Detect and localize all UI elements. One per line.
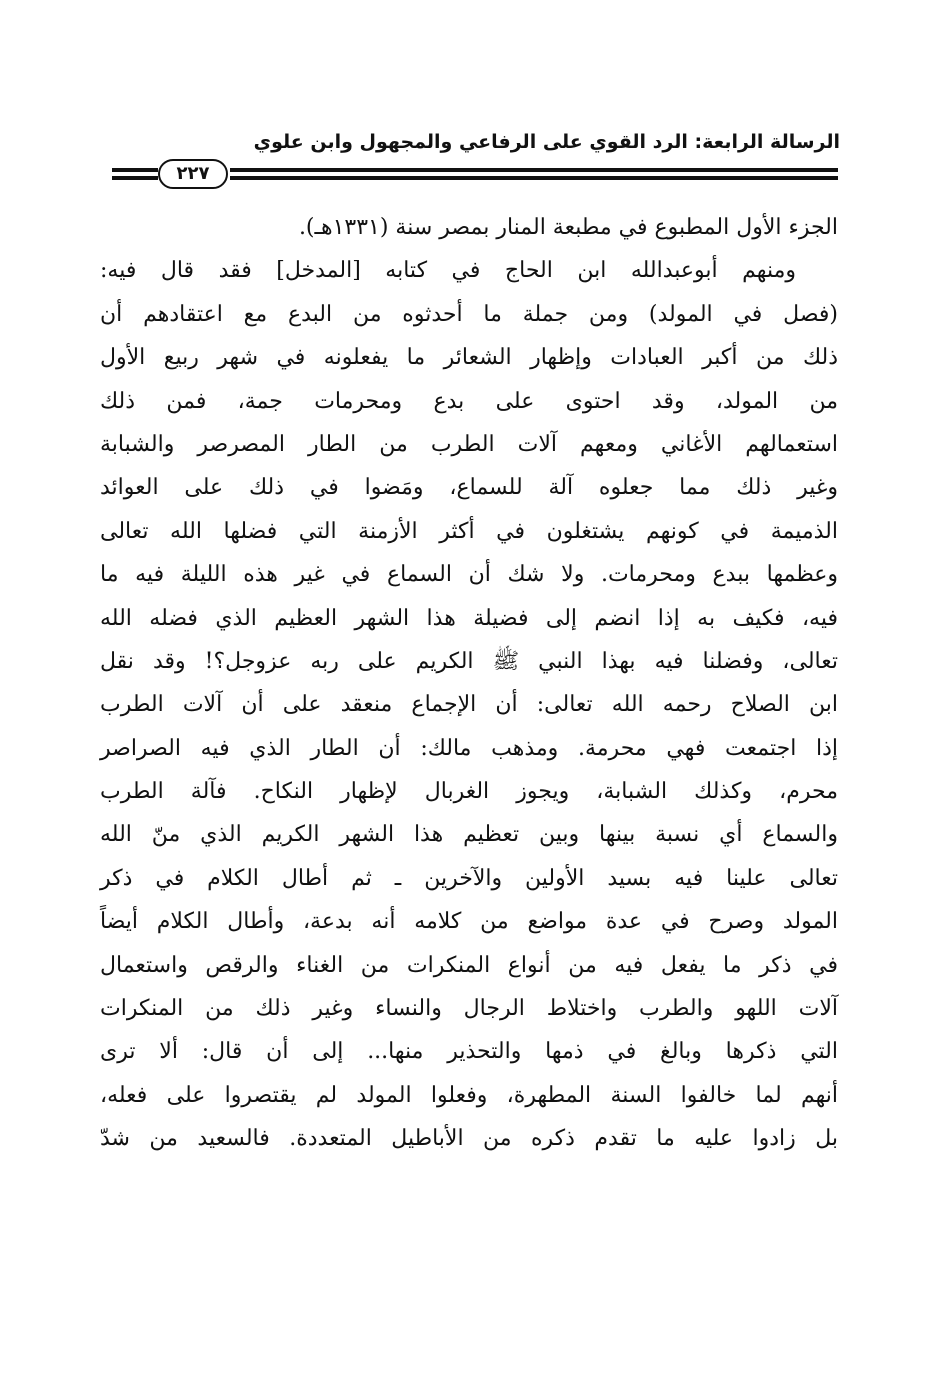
text-line: استعمالهم الأغاني ومعهم آلات الطرب من الطار المصرصر والشبابة xyxy=(100,431,838,457)
text-line: ابن الصلاح رحمه الله تعالى: أن الإجماع منعقد على أن آلات الطرب xyxy=(100,692,838,718)
page-number: ٢٢٧ xyxy=(158,159,228,189)
running-header-title: الرسالة الرابعة: الرد القوي على الرفاعي والمجهول وابن علوي xyxy=(253,131,840,153)
text-line: التي ذكرها وبالغ في ذمها والتحذير منها... إلى أن قال: ألا ترى xyxy=(100,1039,838,1065)
text-line: إذا اجتمعت فهي محرمة. ومذهب مالك: أن الطار الذي فيه الصراصر xyxy=(100,735,838,761)
text-line: والسماع أي نسبة بينها وبين تعظيم هذا الشهر الكريم الذي منّ الله xyxy=(100,822,838,848)
header-rule-right xyxy=(230,168,838,180)
text-line: آلات اللهو والطرب واختلاط الرجال والنساء وغير ذلك من المنكرات xyxy=(100,996,838,1022)
text-line: محرم، وكذلك الشبابة، ويجوز الغربال لإظهار النكاح. فآلة الطرب xyxy=(100,779,838,805)
text-line: بل زادوا عليه ما تقدم ذكره من الأباطيل المتعددة. فالسعيد من شدّ xyxy=(100,1126,838,1152)
text-line: الجزء الأول المطبوع في مطبعة المنار بمصر سنة (١٣٣١هـ). xyxy=(298,215,838,240)
text-line: في ذكر ما يفعل فيه من أنواع المنكرات من الغناء والرقص واستعمال xyxy=(100,952,838,978)
text-line: وعظمها ببدع ومحرمات. ولا شك أن السماع في غير هذه الليلة فيه ما xyxy=(100,562,838,588)
text-line: المولد وصرح في عدة مواضع من كلامه أنه بدعة، وأطال الكلام أيضاً xyxy=(100,909,838,935)
text-line: ذلك من أكبر العبادات وإظهار الشعائر ما يفعلونه في شهر ربيع الأول xyxy=(100,345,838,371)
text-line: وغير ذلك مما جعلوه آلة للسماع، ومَضوا في ذلك على العوائد xyxy=(100,475,838,501)
text-line: تعالى، وفضلنا فيه بهذا النبي ﷺ الكريم على ربه عزوجل؟! وقد نقل xyxy=(100,648,838,674)
body-text xyxy=(100,206,838,1161)
text-line: فيه، فكيف به إذا انضم إلى فضيلة هذا الشهر العظيم الذي فضله الله xyxy=(100,605,838,631)
text-line: ومنهم أبوعبدالله ابن الحاج في كتابه [المدخل] فقد قال فيه: xyxy=(100,258,796,284)
text-line: الذميمة في كونهم يشتغلون في أكثر الأزمنة التي فضلها الله تعالى xyxy=(100,518,838,544)
text-line: أنهم لما خالفوا السنة المطهرة، وفعلوا المولد لم يقتصروا على فعله، xyxy=(100,1082,838,1108)
text-line: (فصل في المولد) ومن جملة ما أحدثوه من البدع مع اعتقادهم أن xyxy=(100,301,838,327)
header-rule-left xyxy=(112,168,158,180)
text-line: من المولد، وقد احتوى على بدع ومحرمات جمة، فمن ذلك xyxy=(100,388,838,414)
text-line: تعالى علينا فيه بسيد الأولين والآخرين ـ ثم أطال الكلام في ذكر xyxy=(100,865,838,891)
